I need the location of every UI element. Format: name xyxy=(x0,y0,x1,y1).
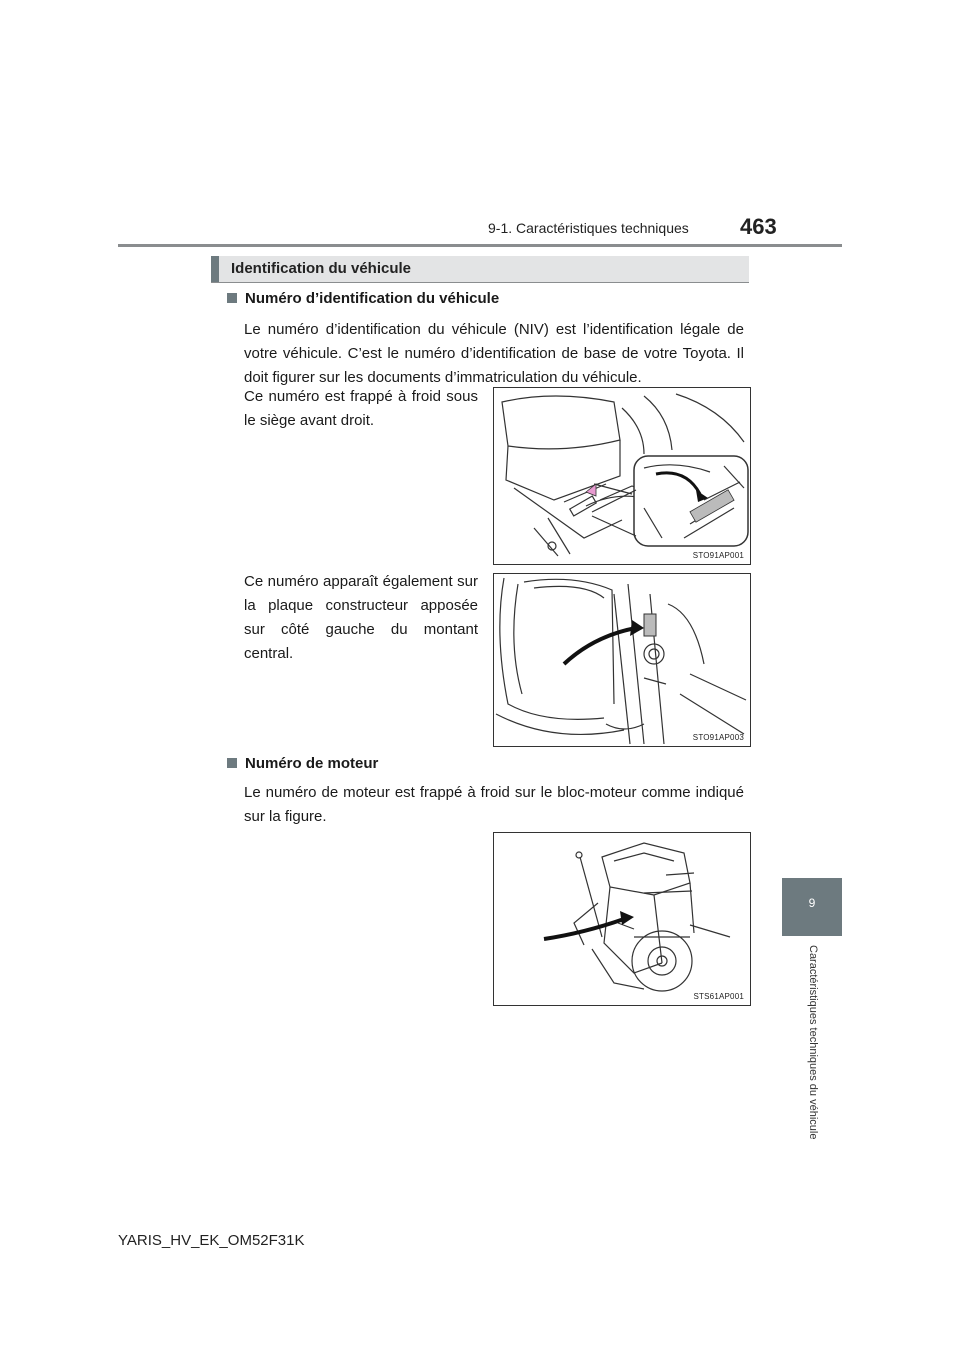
section-title: Identification du véhicule xyxy=(231,260,412,277)
footer-code: YARIS_HV_EK_OM52F31K xyxy=(118,1232,305,1249)
chapter-side-label: Caractéristiques techniques du véhicule xyxy=(807,945,819,1140)
figure-seat-code: STO91AP001 xyxy=(692,551,744,560)
header-title: 9-1. Caractéristiques techniques xyxy=(488,220,689,236)
section-underline xyxy=(211,282,749,283)
figure-engine-code: STS61AP001 xyxy=(693,992,744,1001)
vin-intro: Le numéro d’identification du véhicule (NIV) est l’identification légale de votre véhicule. C’est le numéro d’identification de base de votre Toyota. Il doit figurer sur les documents d’immatriculation du véhicule. xyxy=(244,321,744,386)
pillar-illustration xyxy=(494,574,751,747)
chapter-number: 9 xyxy=(808,896,816,910)
vin-location-seat: Ce numéro est frappé à froid sous le siège avant droit. xyxy=(244,388,478,429)
engine-heading-text: Numéro de moteur xyxy=(245,755,379,772)
chapter-tab xyxy=(782,878,842,936)
figure-pillar-code: STO91AP003 xyxy=(692,733,744,742)
engine-heading xyxy=(227,755,378,772)
vin-heading xyxy=(227,290,499,307)
vin-heading-text: Numéro d’identification du véhicule xyxy=(245,290,500,307)
section-bar xyxy=(211,256,749,282)
heading-square-icon xyxy=(227,293,237,303)
header-rule xyxy=(118,244,842,247)
seat-illustration xyxy=(494,388,751,565)
heading-square-icon xyxy=(227,758,237,768)
engine-text: Le numéro de moteur est frappé à froid sur le bloc-moteur comme indiqué sur la figure. xyxy=(244,784,744,825)
figure-seat-vin xyxy=(493,387,751,565)
figure-engine-number xyxy=(493,832,751,1006)
page-number: 463 xyxy=(740,214,777,239)
vin-location-pillar: Ce numéro apparaît également sur la plaque constructeur apposée sur côté gauche du montant central. xyxy=(244,573,478,662)
engine-illustration xyxy=(494,833,751,1006)
figure-pillar-plate xyxy=(493,573,751,747)
